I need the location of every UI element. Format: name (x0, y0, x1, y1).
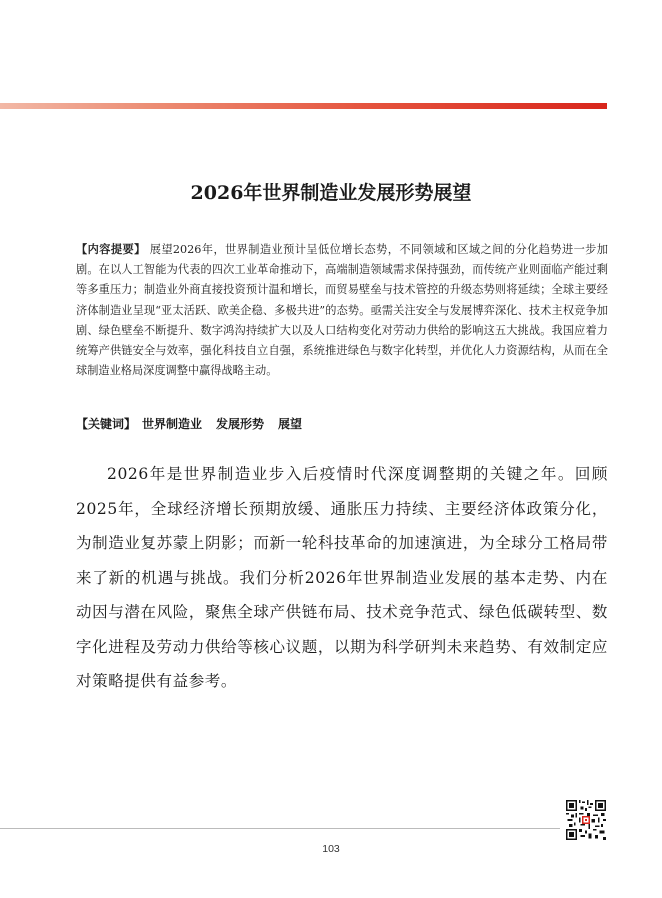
keyword: 发展形势 (216, 417, 265, 431)
page-number: 103 (322, 843, 340, 855)
footer-divider (0, 828, 560, 829)
keywords (76, 414, 608, 434)
keywords-label: 【关键词】 (76, 417, 137, 431)
body-paragraph: 2026年是世界制造业步入后疫情时代深度调整期的关键之年。回顾2025年，全球经济增长预期放缓、通胀压力持续、主要经济体政策分化，为制造业复苏蒙上阴影；而新一轮科技革命的加速演进，为全球分工格局带来了新的机遇与挑战。我们分析2026年世界制造业发展的基本走势、内在动因与潜在风险，聚焦全球产供链布局、技术竞争范式、绿色低碳转型、数字化进程及劳动力供给等核心议题，以期为科学研判未来趋势、有效制定应对策略提供有益参考。 (76, 465, 608, 690)
abstract-label: 【内容提要】 (76, 243, 146, 256)
abstract-text: 展望2026年，世界制造业预计呈低位增长态势，不同领域和区域之间的分化趋势进一步加剧。在以人工智能为代表的四次工业革命推动下，高端制造领域需求保持强劲，而传统产业则面临产能过剩等多重压力；制造业外商直接投资预计温和增长，而贸易壁垒与技术管控的升级态势则将延续；全球主要经济体制造业呈现“亚太活跃、欧美企稳、多极共进”的态势。亟需关注安全与发展博弈深化、技术主权竞争加剧、绿色壁垒不断提升、数字鸿沟持续扩大以及人口结构变化对劳动力供给的影响这五大挑战。我国应着力统筹产供链安全与效率，强化科技自立自强，系统推进绿色与数字化转型，并优化人力资源结构，从而在全球制造业格局深度调整中赢得战略主动。 (76, 243, 608, 378)
page-title: 2026年世界制造业发展形势展望 (190, 182, 472, 204)
qr-code-icon (566, 800, 606, 840)
keyword: 展望 (278, 417, 303, 431)
abstract (76, 240, 608, 381)
keyword: 世界制造业 (142, 417, 203, 431)
header-color-band (0, 103, 607, 109)
